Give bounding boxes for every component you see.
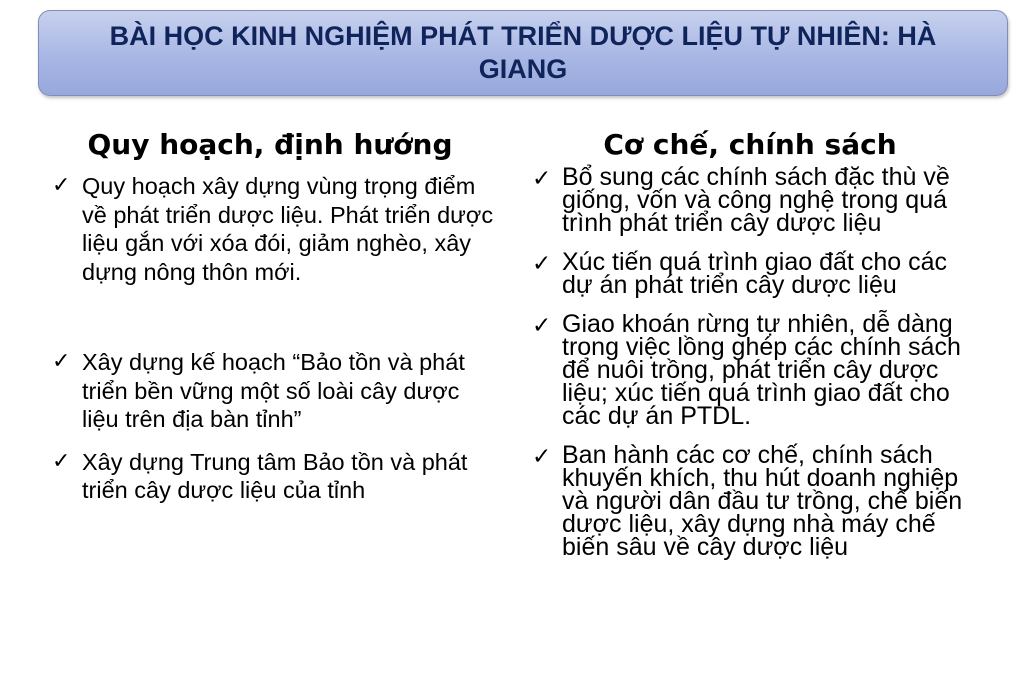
list-item	[50, 348, 500, 434]
list-item	[530, 310, 970, 430]
slide-title: BÀI HỌC KINH NGHIỆM PHÁT TRIỂN DƯỢC LIỆU TỰ NHIÊN: HÀ GIANG	[109, 21, 937, 84]
checkmark-icon: ✓	[52, 349, 71, 374]
checkmark-icon: ✓	[532, 444, 552, 470]
list-item-text: Quy hoạch xây dựng vùng trọng điểm về phát triển dược liệu. Phát triển dược liệu gắn với xóa đói, giảm nghèo, xây dựng nông thôn mới.	[82, 173, 494, 285]
list-item-text: Giao khoán rừng tự nhiên, dễ dàng trong việc lồng ghép các chính sách để nuôi trồng, phát triển cây dược liệu; xúc tiến quá trình giao đất cho các dự án PTDL.	[562, 310, 961, 430]
list-item-text: Ban hành các cơ chế, chính sách khuyến khích, thu hút doanh nghiệp và người dân đầu tư trồng, chế biến dược liệu, xây dựng nhà máy chế biến sâu về cây dược liệu	[562, 441, 963, 561]
checkmark-icon: ✓	[532, 313, 552, 339]
title-banner	[38, 10, 1008, 96]
list-item-text: Xây dựng Trung tâm Bảo tồn và phát triển cây dược liệu của tỉnh	[82, 448, 468, 503]
left-bullet-list	[50, 172, 500, 505]
list-item-text: Xây dựng kế hoạch “Bảo tồn và phát triển bền vững một số loài cây dược liệu trên địa bàn tỉnh”	[82, 349, 465, 432]
list-item	[530, 248, 970, 299]
list-item	[50, 448, 500, 505]
checkmark-icon: ✓	[532, 251, 552, 277]
list-item-text: Bổ sung các chính sách đặc thù về giống, vốn và công nghệ trong quá trình phát triển cây dược liệu	[562, 163, 950, 237]
list-item	[530, 441, 970, 561]
right-bullet-list	[530, 163, 970, 561]
list-item-text: Xúc tiến quá trình giao đất cho các dự án phát triển cây dược liệu	[562, 248, 947, 299]
right-column-heading: Cơ chế, chính sách	[603, 128, 897, 161]
list-item	[50, 172, 500, 286]
list-item	[530, 163, 970, 237]
checkmark-icon: ✓	[52, 448, 71, 474]
checkmark-icon: ✓	[532, 166, 552, 192]
left-column-heading: Quy hoạch, định hướng	[87, 128, 453, 161]
checkmark-icon: ✓	[52, 173, 71, 198]
